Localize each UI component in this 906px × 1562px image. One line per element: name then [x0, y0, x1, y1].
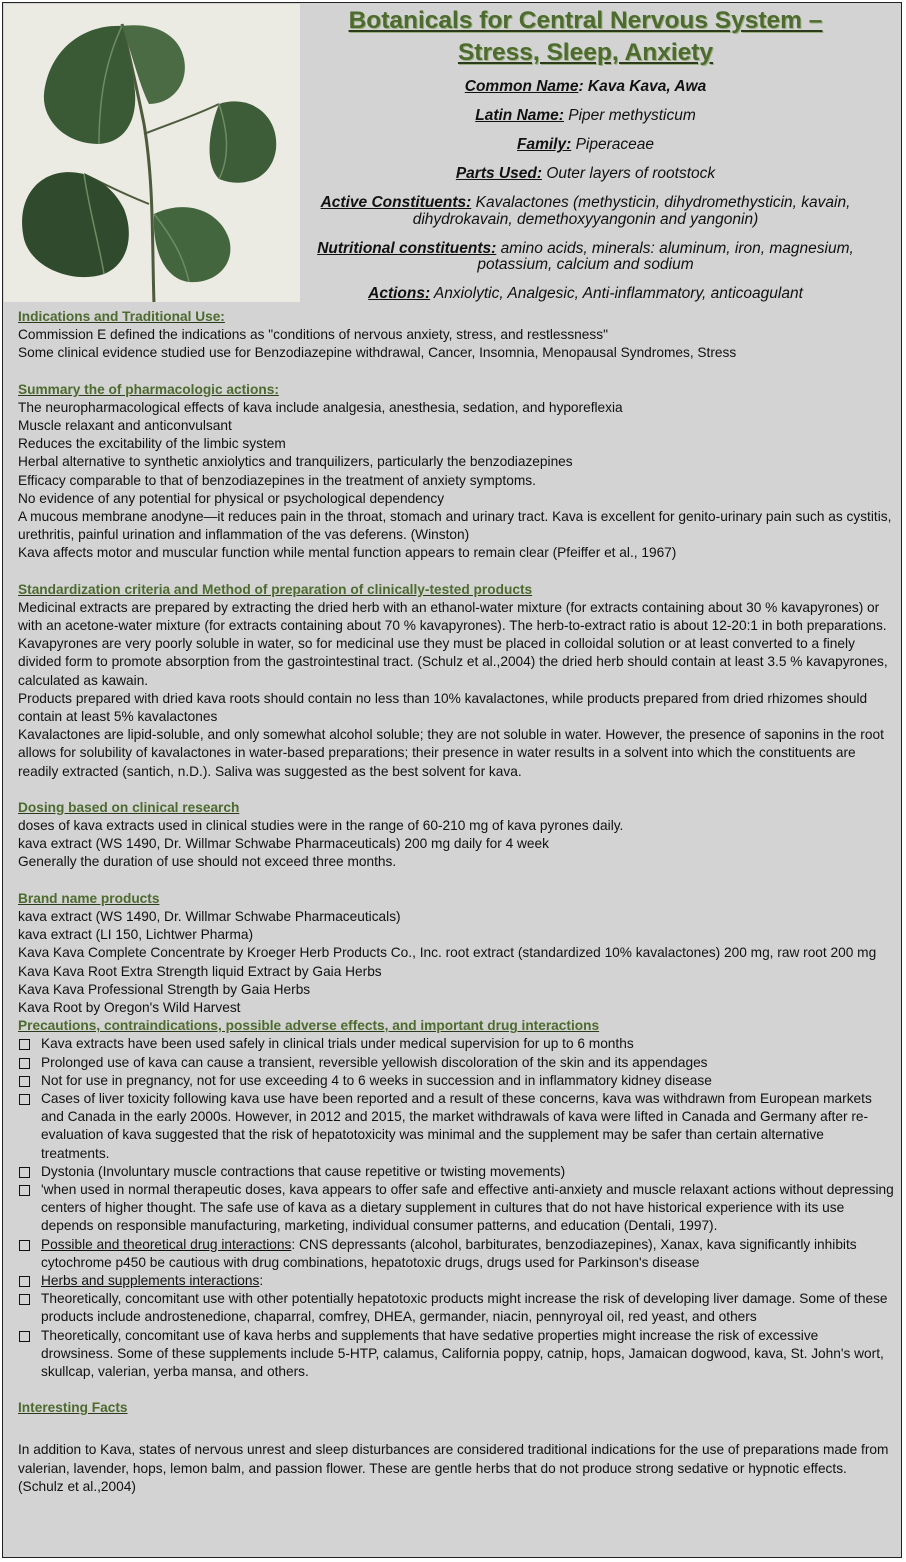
kava-plant-illustration — [4, 4, 300, 302]
checkbox-bullet-icon — [19, 1076, 30, 1087]
standardization-heading: Standardization criteria and Method of preparation of clinically-tested products — [18, 581, 533, 597]
nutritional-constituents-value: amino acids, minerals: aluminum, iron, magnesium, potassium, calcium and sodium — [477, 239, 854, 273]
list-item: Prolonged use of kava can cause a transient, reversible yellowish discoloration of the skin and its appendages — [18, 1054, 894, 1072]
summary-line: Reduces the excitability of the limbic system — [18, 436, 286, 452]
summary-line: Efficacy comparable to that of benzodiazepines in the treatment of anxiety symptoms. — [18, 472, 536, 488]
summary-line: The neuropharmacological effects of kava include analgesia, anesthesia, sedation, and hyporeflexia — [18, 399, 623, 415]
checkbox-bullet-icon — [19, 1294, 30, 1305]
list-item: Theoretically, concomitant use of kava herbs and supplements that have sedative properties might increase the risk of excessive drowsiness. Some of these supplements include 5-HTP, calamus, California poppy, catnip, hops, Jamaican dogwood, kava, St. John's wort, skullcap, valerian, yerba mansa, and others. — [18, 1327, 894, 1382]
dosing-line: kava extract (WS 1490, Dr. Willmar Schwabe Pharmaceuticals) 200 mg daily for 4 week — [18, 836, 549, 852]
brand-line: Kava Kava Complete Concentrate by Kroeger Herb Products Co., Inc. root extract (standardized 10% kavalactones) 200 mg, raw root 200 mg — [18, 945, 877, 961]
parts-used-field — [303, 166, 868, 183]
precautions-heading: Precautions, contraindications, possible adverse effects, and important drug interactions — [18, 1018, 600, 1034]
dosing-heading: Dosing based on clinical research — [18, 799, 240, 815]
actions-label: Actions: — [368, 285, 431, 302]
standardization-paragraph: Medicinal extracts are prepared by extracting the dried herb with an ethanol-water mixture (for extracts containing about 30 % kavapyrones) or with an acetone-water mixture (for extracts containing about 70 % kavapyrones). The herb-to-extract ratio is about 12-20:1 in both preparations. Kavapyrones are very poorly soluble in water, so for medicinal use they must be placed in colloidal solution or at least converted to a finely divided form to promote absorption from the gastrointestinal tract. (Schulz et al.,2004) the dried herb should contain at least 3.5 % kavapyrones, calculated as kawain. — [18, 599, 888, 688]
summary-line: Kava affects motor and muscular function while mental function appears to remain clear (Pfeiffer et al., 1967) — [18, 545, 677, 561]
nutritional-constituents-label: Nutritional constituents: — [317, 239, 497, 257]
list-item: 'when used in normal therapeutic doses, kava appears to offer safe and effective anti-anxiety and muscle relaxant actions without depressing centers of higher thought. The safe use of kava as a dietary supplement in cultures that do not have historical experience with its use depends on responsible manufacturing, marketing, individual consumer patterns, and education (Dentali, 1997). — [18, 1181, 894, 1236]
active-constituents-value: Kavalactones (methysticin, dihydromethysticin, kavain, dihydrokavain, demethoxyyangonin and yangonin) — [412, 194, 851, 228]
family-value: Piperaceae — [575, 136, 654, 153]
brands-heading: Brand name products — [18, 890, 160, 906]
actions-field — [303, 286, 868, 303]
family-field — [303, 137, 868, 154]
checkbox-bullet-icon — [19, 1331, 30, 1342]
nutritional-constituents-field — [303, 241, 868, 274]
parts-used-label: Parts Used: — [455, 165, 542, 182]
latin-name-value: Piper methysticum — [568, 107, 696, 124]
document-header — [303, 5, 868, 303]
title-line-2: Stress, Sleep, Anxiety — [457, 39, 714, 66]
checkbox-bullet-icon — [19, 1185, 30, 1196]
checkbox-bullet-icon — [19, 1094, 30, 1105]
parts-used-value: Outer layers of rootstock — [546, 165, 716, 182]
standardization-paragraph: Products prepared with dried kava roots should contain no less than 10% kavalactones, while products prepared from dried rhizomes should contain at least 5% kavalactones — [18, 690, 868, 725]
summary-line: Muscle relaxant and anticonvulsant — [18, 418, 232, 434]
actions-value: Anxiolytic, Analgesic, Anti-inflammatory, anticoagulant — [433, 285, 803, 302]
common-name-value: Kava Kava, Awa — [587, 78, 707, 95]
active-constituents-field — [303, 195, 868, 228]
checkbox-bullet-icon — [19, 1276, 30, 1287]
facts-paragraph: In addition to Kava, states of nervous unrest and sleep disturbances are considered traditional indications for the use of preparations made from valerian, lavender, hops, lemon balm, and passion flower. These are gentle herbs that do not produce strong sedative or hypnotic effects. (Schulz et al.,2004) — [18, 1442, 889, 1494]
standardization-paragraph: Kavalactones are lipid-soluble, and only somewhat alcohol soluble; they are not soluble in water. However, the presence of saponins in the root allows for solubility of kavalactones in water-based preparations; their presence in water results in a solvent into which the constituents are readily extracted (santich, n.D.). Saliva was suggested as the best solvent for kava. — [18, 727, 884, 779]
active-constituents-label: Active Constituents: — [320, 194, 472, 211]
latin-name-label: Latin Name: — [475, 107, 564, 124]
indications-line: Commission E defined the indications as "conditions of nervous anxiety, stress, and restlessness" — [18, 327, 608, 343]
list-item: Cases of liver toxicity following kava use have been reported and a result of these concerns, kava was withdrawn from European markets and Canada in the early 2000s. However, in 2012 and 2015, the market withdrawals of kava were lifted in Canada and Germany after re-evaluation of kava suggested that the risk of hepatotoxicity was minimal and the supplement may be safer than certain alternative treatments. — [18, 1090, 894, 1163]
document-page — [2, 2, 902, 1558]
list-item: Dystonia (Involuntary muscle contractions that cause repetitive or twisting movements) — [18, 1163, 894, 1181]
precautions-list — [18, 1035, 894, 1381]
summary-line: A mucous membrane anodyne—it reduces pain in the throat, stomach and urinary tract. Kava is excellent for genito-urinary pain such as cystitis, urethritis, painful urination and inflammation of the vas deferens. (Winston) — [18, 509, 892, 543]
checkbox-bullet-icon — [19, 1167, 30, 1178]
facts-heading: Interesting Facts — [18, 1400, 128, 1416]
dosing-line: Generally the duration of use should not exceed three months. — [18, 854, 397, 870]
brand-line: kava extract (WS 1490, Dr. Willmar Schwabe Pharmaceuticals) — [18, 908, 401, 924]
list-item: Herbs and supplements interactions: — [18, 1272, 894, 1290]
brand-line: kava extract (LI 150, Lichtwer Pharma) — [18, 927, 254, 943]
summary-line: Herbal alternative to synthetic anxiolytics and tranquilizers, particularly the benzodiazepines — [18, 454, 573, 470]
common-name-label: Common Name — [464, 78, 579, 95]
family-label: Family: — [517, 136, 572, 153]
herb-interactions-label: Herbs and supplements interactions — [41, 1272, 260, 1288]
list-item: Theoretically, concomitant use with other potentially hepatotoxic products might increase the risk of developing liver damage. Some of these products include androstenedione, chaparral, comfrey, DHEA, germander, niacin, pennyroyal oil, red yeast, and others — [18, 1290, 894, 1326]
brand-line: Kava Root by Oregon's Wild Harvest — [18, 999, 241, 1015]
document-body — [18, 308, 894, 1496]
checkbox-bullet-icon — [19, 1058, 30, 1069]
checkbox-bullet-icon — [19, 1039, 30, 1050]
latin-name-field — [303, 108, 868, 125]
brand-line: Kava Kava Root Extra Strength liquid Extract by Gaia Herbs — [18, 963, 382, 979]
list-item: Kava extracts have been used safely in clinical trials under medical supervision for up to 6 months — [18, 1035, 894, 1053]
brand-line: Kava Kava Professional Strength by Gaia Herbs — [18, 981, 311, 997]
drug-interactions-label: Possible and theoretical drug interactions — [41, 1236, 292, 1252]
summary-line: No evidence of any potential for physical or psychological dependency — [18, 490, 445, 506]
title-line-1: Botanicals for Central Nervous System – — [348, 7, 823, 34]
summary-heading: Summary the of pharmacologic actions: — [18, 381, 279, 397]
common-name-field: Common Name: Kava Kava, Awa — [464, 78, 707, 95]
list-item: Not for use in pregnancy, not for use exceeding 4 to 6 weeks in succession and in inflammatory kidney disease — [18, 1072, 894, 1090]
indications-line: Some clinical evidence studied use for Benzodiazepine withdrawal, Cancer, Insomnia, Menopausal Syndromes, Stress — [18, 345, 737, 361]
dosing-line: doses of kava extracts used in clinical studies were in the range of 60-210 mg of kava pyrones daily. — [18, 818, 624, 834]
indications-heading: Indications and Traditional Use: — [18, 309, 225, 324]
checkbox-bullet-icon — [19, 1240, 30, 1251]
list-item: Possible and theoretical drug interactions: CNS depressants (alcohol, barbiturates, benzodiazepines), Xanax, kava significantly inhibits cytochrome p450 be cautious with drug combinations, hepatotoxic drugs, drugs used for Parkinson's disease — [18, 1236, 894, 1272]
page-title — [303, 5, 868, 69]
